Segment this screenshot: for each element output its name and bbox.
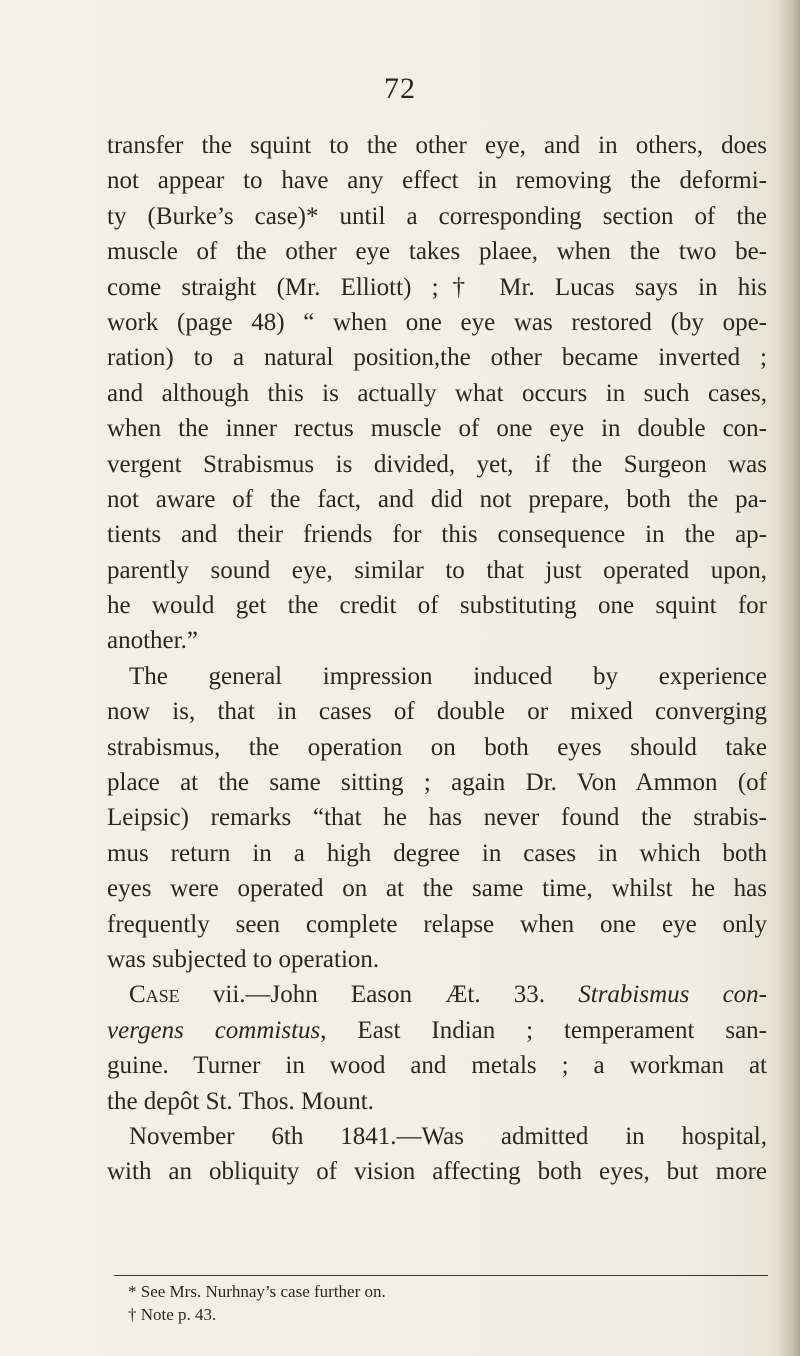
text-line: transfer the squint to the other eye, and in others, does — [107, 132, 767, 159]
text-line: now is, that in cases of double or mixed converging — [107, 698, 767, 726]
text-line: he would get the credit of substituting one squint for — [107, 592, 767, 620]
text-line: parently sound eye, similar to that just operated upon, — [107, 556, 767, 584]
footnotes — [128, 1280, 768, 1326]
text-line: not aware of the fact, and did not prepare, both the pa- — [107, 485, 767, 513]
text-line: was subjected to operation. — [107, 945, 380, 973]
text-line: not appear to have any effect in removing the deformi- — [107, 167, 767, 195]
text-line: eyes were operated on at the same time, whilst he has — [107, 875, 767, 903]
text-line: come straight (Mr. Elliott) ;† Mr. Lucas says in his — [107, 273, 767, 301]
text-line: frequently seen complete relapse when one eye only — [107, 910, 767, 938]
case-label: Case — [129, 981, 180, 1009]
case-details-cont: , East Indian ; temperament san- — [320, 1016, 768, 1044]
case-diagnosis-cont: vergens commistus — [107, 1016, 321, 1044]
text-line: guine. Turner in wood and metals ; a workman at — [107, 1052, 767, 1080]
page-edge-shadow — [778, 0, 800, 1356]
text-line: vergent Strabismus is divided, yet, if the Surgeon was — [107, 450, 767, 478]
text-line: mus return in a high degree in cases in which both — [107, 839, 767, 867]
case-details: vii.—John Eason Æt. 33. — [179, 981, 579, 1009]
text-line: with an obliquity of vision affecting both eyes, but more — [107, 1158, 767, 1186]
text-line: when the inner rectus muscle of one eye in double con- — [107, 415, 767, 443]
case-diagnosis-line — [107, 1013, 767, 1048]
case-diagnosis: Strabismus con- — [578, 981, 767, 1009]
footnote: † Note p. 43. — [128, 1305, 217, 1324]
text-line: another.” — [107, 627, 198, 655]
text-line: strabismus, the operation on both eyes should take — [107, 733, 767, 761]
text-line: November 6th 1841.—Was admitted in hospital, — [129, 1122, 767, 1150]
text-line: place at the same sitting ; again Dr. Von Ammon (of — [107, 769, 767, 797]
text-line: ty (Burke’s case)* until a corresponding section of the — [107, 202, 767, 230]
text-line: ration) to a natural position,the other became inverted ; — [107, 344, 767, 372]
body-text — [107, 128, 767, 1190]
text-line: The general impression induced by experience — [129, 662, 767, 690]
text-line: and although this is actually what occurs in such cases, — [107, 379, 767, 407]
footnote-rule — [114, 1275, 768, 1276]
case-heading-line — [107, 977, 767, 1012]
text-line: Leipsic) remarks “that he has never found the strabis- — [107, 804, 767, 832]
text-line: tients and their friends for this consequence in the ap- — [107, 521, 767, 549]
footnote: * See Mrs. Nurhnay’s case further on. — [128, 1282, 386, 1301]
page-number: 72 — [384, 72, 416, 105]
text-line: muscle of the other eye takes plaee, when the two be- — [107, 238, 767, 266]
text-line: work (page 48) “ when one eye was restored (by ope- — [107, 308, 767, 336]
text-line: the depôt St. Thos. Mount. — [107, 1087, 374, 1115]
